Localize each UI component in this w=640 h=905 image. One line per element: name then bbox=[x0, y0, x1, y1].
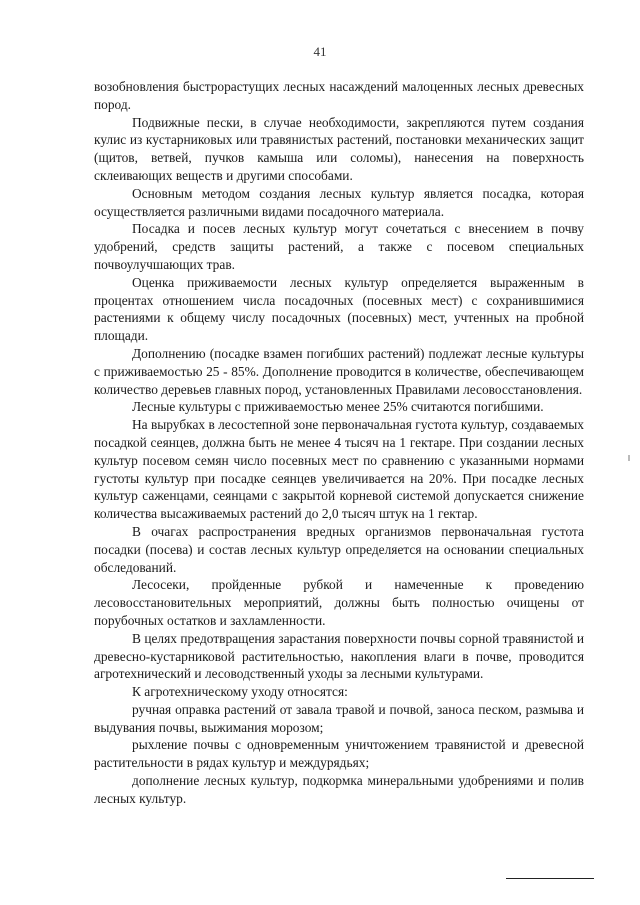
paragraph: Оценка приживаемости лесных культур определяется выраженным в процентах отношением числа посадочных (посевных мест) с сохранившимися растениями к общему числу посадочных (посевных) мест, учтенных на пробной площади. bbox=[94, 274, 584, 344]
page-number: 41 bbox=[313, 44, 327, 59]
paragraph: Подвижные пески, в случае необходимости, закрепляются путем создания кулис из кустарниковых или травянистых растений, постановки механических защит (щитов, ветвей, пучков камыша или соломы), нанесения на поверхность склеивающих веществ и другими способами. bbox=[94, 114, 584, 183]
paragraph: В целях предотвращения зарастания поверхности почвы сорной травянистой и древесно-кустарниковой растительностью, накопления влаги в почве, проводится агротехнический и лесоводственный уходы за лесными культурами. bbox=[94, 630, 584, 682]
paragraph: возобновления быстрорастущих лесных насаждений малоценных лесных древесных пород. bbox=[94, 79, 584, 112]
paragraph: Дополнению (посадке взамен погибших растений) подлежат лесные культуры с приживаемостью 25 - 85%. Дополнение проводится в количестве, обеспечивающем количество деревьев главных пород, установленных Правилами лесовосстановления. bbox=[94, 345, 584, 397]
footer-rule bbox=[506, 878, 594, 879]
scan-mark bbox=[628, 455, 630, 461]
list-item: рыхление почвы с одновременным уничтожением травянистой и древесной растительности в рядах культур и междурядьях; bbox=[94, 737, 584, 771]
paragraph: К агротехническому уходу относятся: bbox=[132, 684, 348, 700]
document-body bbox=[94, 78, 584, 808]
paragraph: Лесосеки, пройденные рубкой и намеченные к проведению лесовосстановительных мероприятий, должны быть полностью очищены от порубочных остатков и захламленности. bbox=[94, 577, 584, 628]
paragraph: На вырубках в лесостепной зоне первоначальная густота культур, создаваемых посадкой сеянцев, должна быть не менее 4 тысяч на 1 гектаре. При создании лесных культур посевом семян число посевных мест по сравнению с указанными нормами густоты культур при посадке сеянцев увеличивается на 20%. При посадке лесных культур саженцами, сеянцами с закрытой корневой системой допускается снижение количества высаживаемых растений до 2,0 тысяч штук на 1 гектар. bbox=[94, 417, 584, 522]
paragraph: Основным методом создания лесных культур является посадка, которая осуществляется различными видами посадочного материала. bbox=[94, 185, 584, 219]
paragraph: Посадка и посев лесных культур могут сочетаться с внесением в почву удобрений, средств защиты растений, а также с посевом специальных почвоулучшающих трав. bbox=[94, 221, 584, 272]
paragraph: Лесные культуры с приживаемостью менее 25% считаются погибшими. bbox=[132, 399, 544, 415]
paragraph: В очагах распространения вредных организмов первоначальная густота посадки (посева) и состав лесных культур определяется на основании специальных обследований. bbox=[94, 523, 584, 575]
list-item: дополнение лесных культур, подкормка минеральными удобрениями и полив лесных культур. bbox=[94, 773, 584, 806]
list-item: ручная оправка растений от завала травой и почвой, заноса песком, размыва и выдувания почвы, выжимания морозом; bbox=[94, 701, 584, 735]
